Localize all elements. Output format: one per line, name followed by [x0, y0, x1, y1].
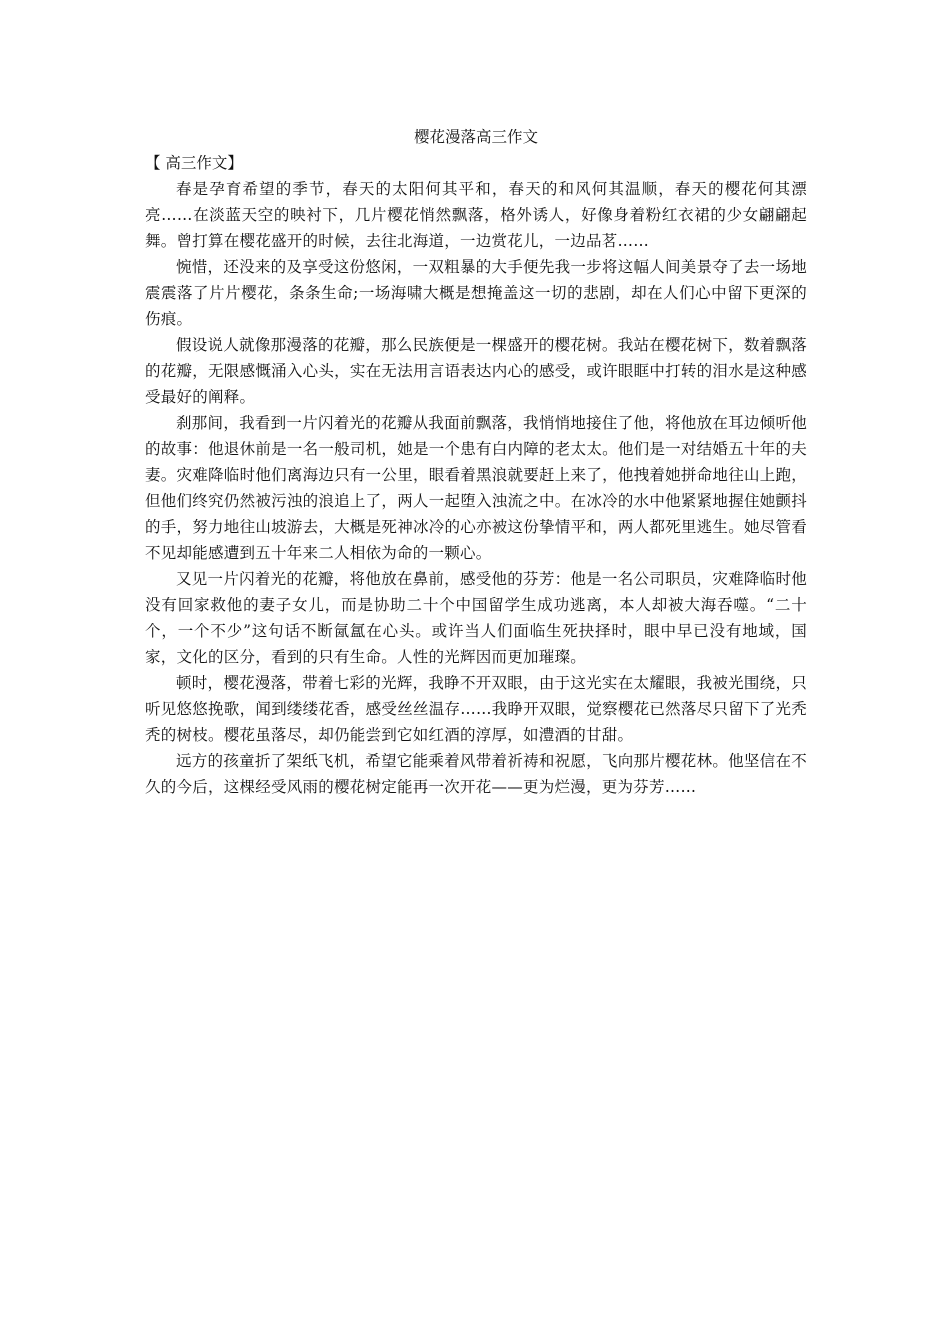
document-title: 樱花漫落高三作文	[413, 128, 538, 146]
category-tag: 【 高三作文】	[145, 154, 243, 172]
paragraph-2: 惋惜，还没来的及享受这份悠闲，一双粗暴的大手便先我一步将这幅人间美景夺了去一场地震震落了片片樱花，条条生命;一场海啸大概是想掩盖这一切的悲剧，却在人们心中留下更深的伤痕。	[145, 258, 807, 328]
paragraph-5: 又见一片闪着光的花瓣，将他放在鼻前，感受他的芬芳：他是一名公司职员，灾难降临时他没有回家救他的妻子女儿，而是协助二十个中国留学生成功逃离，本人却被大海吞噬。“二十个，一个不少”这句话不断氤氲在心头。或许当人们面临生死抉择时，眼中早已没有地域，国家，文化的区分，看到的只有生命。人性的光辉因而更加璀璨。	[145, 570, 807, 666]
paragraph-6: 顿时，樱花漫落，带着七彩的光辉，我睁不开双眼，由于这光实在太耀眼，我被光围绕，只听见悠悠挽歌，闻到缕缕花香，感受丝丝温存……我睁开双眼，觉察樱花已然落尽只留下了光秃秃的树枝。樱花虽落尽，却仍能尝到它如红酒的淳厚，如澧酒的甘甜。	[145, 674, 807, 744]
paragraph-4: 刹那间，我看到一片闪着光的花瓣从我面前飘落，我悄悄地接住了他，将他放在耳边倾听他的故事：他退休前是一名一般司机，她是一个患有白内障的老太太。他们是一对结婚五十年的夫妻。灾难降临时他们离海边只有一公里，眼看着黑浪就要赶上来了，他拽着她拼命地往山上跑，但他们终究仍然被污浊的浪追上了，两人一起堕入浊流之中。在冰冷的水中他紧紧地握住她颤抖的手，努力地往山坡游去，大概是死神冰冷的心亦被这份挚情平和，两人都死里逃生。她尽管看不见却能感遭到五十年来二人相依为命的一颗心。	[145, 414, 807, 562]
paragraph-7: 远方的孩童折了架纸飞机，希望它能乘着风带着祈祷和祝愿，飞向那片樱花林。他坚信在不久的今后，这棵经受风雨的樱花树定能再一次开花——更为烂漫，更为芬芳……	[145, 752, 807, 796]
paragraph-1: 春是孕育希望的季节，春天的太阳何其平和，春天的和风何其温顺，春天的樱花何其漂亮……在淡蓝天空的映衬下，几片樱花悄然飘落，格外诱人，好像身着粉红衣裙的少女翩翩起舞。曾打算在樱花盛开的时候，去往北海道，一边赏花儿，一边品茗……	[145, 180, 807, 250]
paragraph-3: 假设说人就像那漫落的花瓣，那么民族便是一棵盛开的樱花树。我站在樱花树下，数着飘落的花瓣，无限感慨涌入心头，实在无法用言语表达内心的感受，或许眼眶中打转的泪水是这种感受最好的阐释。	[145, 336, 807, 406]
document-body	[145, 124, 807, 800]
